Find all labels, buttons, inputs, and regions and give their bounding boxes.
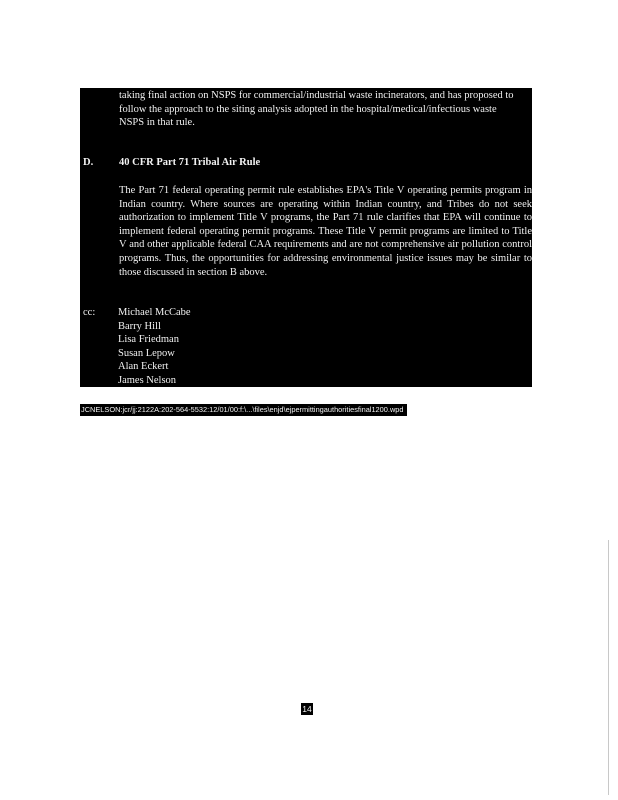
cc-recipient: Barry Hill — [118, 320, 161, 332]
cc-label: cc: — [83, 307, 96, 318]
cc-recipient: Susan Lepow — [118, 347, 175, 359]
section-title: 40 CFR Part 71 Tribal Air Rule — [119, 157, 261, 168]
section-body-paragraph: The Part 71 federal operating permit rule establishes EPA's Title V operating permits program in Indian country. Where sources are operating within Indian country, and Tribes do not seek authorization to implement Title V programs, the Part 71 rule clarifies that EPA will continue to implement federal operating permit programs. These Title V permit programs are limited to Title V and other applicable federal CAA requirements and are not comprehensive air pollution control programs. Thus, the opportunities for addressing environmental justice issues may be similar to those discussed in section B above. — [119, 185, 532, 278]
page-number: 14 — [302, 704, 312, 714]
cc-recipient: Michael McCabe — [118, 307, 191, 318]
intro-paragraph: taking final action on NSPS for commercial/industrial waste incinerators, and has proposed to follow the approach to the siting analysis adopted in the hospital/medical/infectious waste NSPS in that rule. — [119, 90, 514, 129]
cc-recipient: James Nelson — [118, 374, 177, 386]
cc-recipient: Lisa Friedman — [118, 334, 179, 346]
file-path-footer: JCNELSON:jcr/jj:2122A:202-564-5532:12/01/00:f:\...\files\enjd\ejpermittingauthoritiesfinal1200.wpd — [80, 404, 407, 416]
section-letter: D. — [83, 157, 94, 168]
section-heading — [83, 156, 260, 170]
scan-edge-line — [608, 540, 609, 795]
cc-recipient: Alan Eckert — [118, 361, 169, 373]
redacted-text-block — [80, 88, 532, 387]
cc-recipient-list — [118, 306, 191, 388]
